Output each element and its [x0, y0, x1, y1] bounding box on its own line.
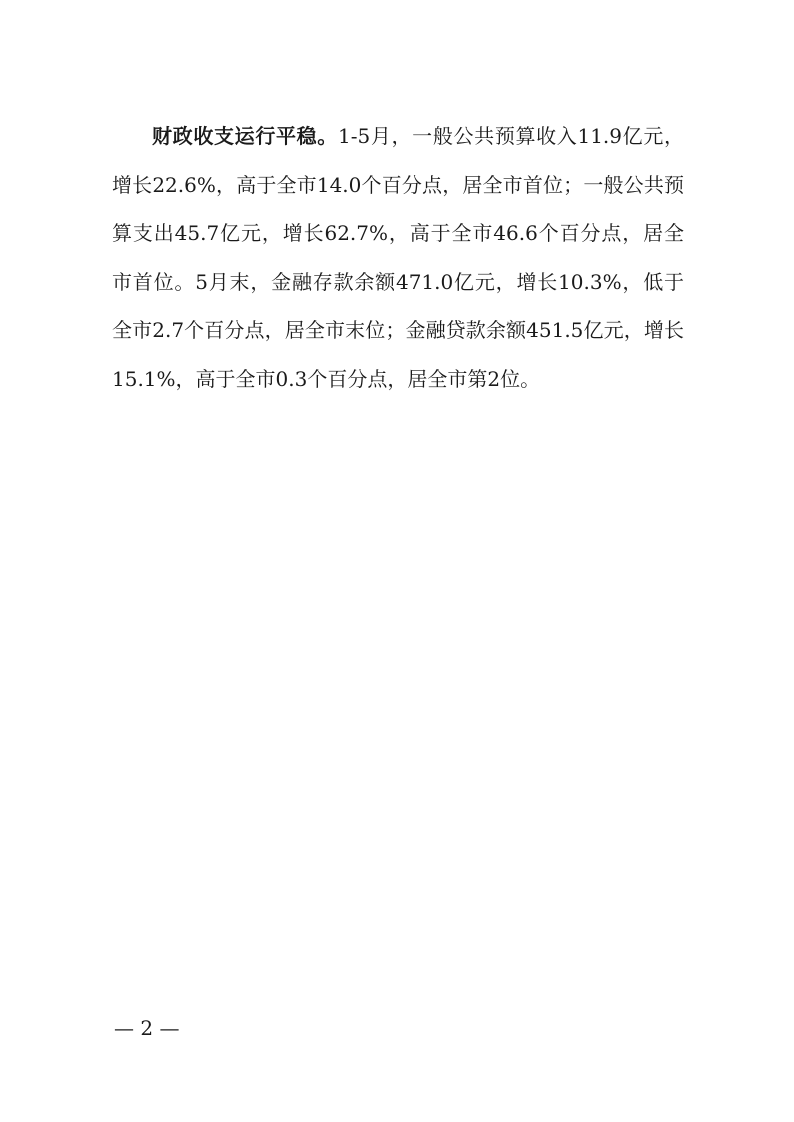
- page-number: — 2 —: [114, 1016, 180, 1040]
- paragraph-lead-heading: 财政收支运行平稳。: [152, 124, 338, 148]
- body-paragraph: [112, 112, 684, 403]
- paragraph-text: 1-5月，一般公共预算收入11.9亿元，增长22.6%，高于全市14.0个百分点，居全市首位；一般公共预算支出45.7亿元，增长62.7%，高于全市46.6个百分点，居全市首位。5月末，金融存款余额471.0亿元，增长10.3%，低于全市2.7个百分点，居全市末位；金融贷款余额451.5亿元，增长15.1%，高于全市0.3个百分点，居全市第2位。: [112, 124, 684, 391]
